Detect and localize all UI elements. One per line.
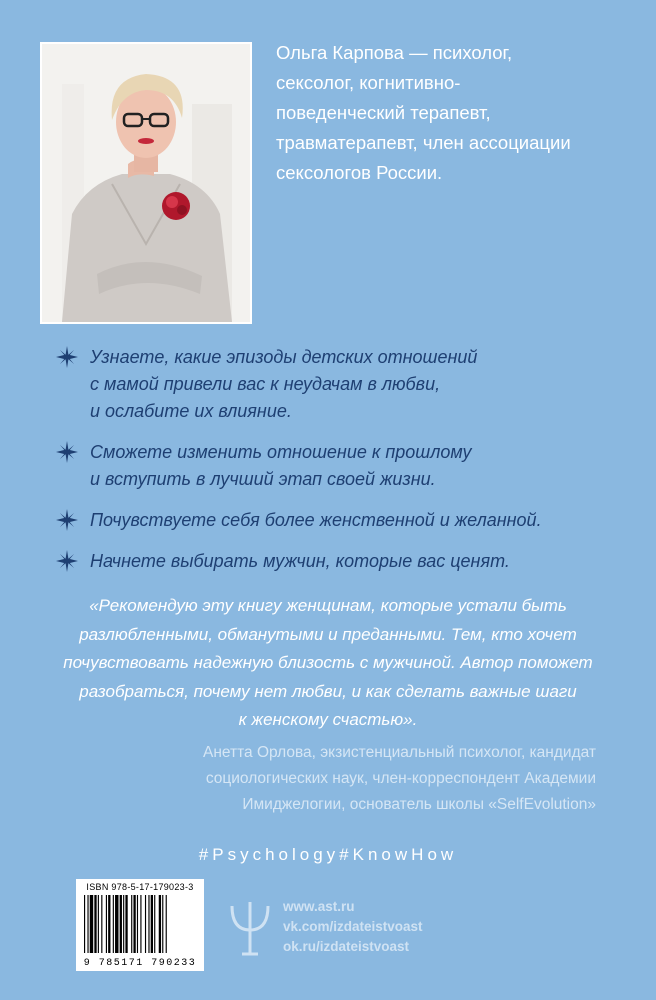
publisher-logo-icon [228, 900, 272, 956]
attribution-line: социологических наук, член-корреспондент Академии [205, 770, 596, 787]
star-icon [56, 441, 78, 463]
benefit-item [56, 548, 616, 575]
benefits-list [56, 344, 616, 589]
benefit-item [56, 507, 616, 534]
publisher-ok-link[interactable]: ok.ru/izdateistvoast [283, 939, 410, 954]
bio-line: сексологов России. [276, 162, 443, 183]
bio-line: травматерапевт, член ассоциации [276, 132, 571, 153]
star-icon [56, 346, 78, 368]
publisher-links [283, 897, 423, 957]
quote-line: разлюбленными, обманутыми и преданными. Тем, кто хочет [79, 624, 577, 644]
author-photo [40, 42, 252, 324]
quote-line: «Рекомендую эту книгу женщинам, которые устали быть [89, 596, 567, 615]
isbn-number: ISBN 978-5-17-179023-3 [86, 882, 194, 892]
barcode [76, 879, 204, 971]
star-icon [56, 550, 78, 572]
benefit-text: и вступить в лучший этап своей жизни. [90, 469, 436, 489]
bio-line: поведенческий терапевт, [276, 102, 491, 123]
attribution-line: Имиджелогии, основатель школы «SelfEvolution» [242, 796, 596, 813]
barcode-bars-image [82, 895, 198, 953]
benefit-text: с мамой привели вас к неудачам в любви, [90, 374, 441, 394]
series-hashtag: #Psychology#KnowHow [198, 845, 458, 864]
author-portrait-image [42, 44, 250, 322]
bio-line: сексолог, когнитивно- [276, 72, 461, 93]
publisher-vk-link[interactable]: vk.com/izdateistvoast [283, 919, 423, 934]
quote-line: к женскому счастью». [238, 710, 418, 729]
bio-line: Ольга Карпова — психолог, [276, 42, 513, 63]
attribution-line: Анетта Орлова, экзистенциальный психолог, кандидат [203, 744, 596, 761]
quote-attribution [130, 740, 596, 818]
benefit-item [56, 439, 616, 493]
quote-line: разобраться, почему нет любви, и как сделать важные шаги [79, 681, 577, 701]
publisher-website-link[interactable]: www.ast.ru [283, 899, 355, 914]
benefit-text: и ослабите их влияние. [90, 401, 292, 421]
benefit-text: Почувствуете себя более женственной и желанной. [90, 510, 542, 530]
benefit-text: Сможете изменить отношение к прошлому [90, 442, 472, 462]
quote-line: почувствовать надежную близость с мужчиной. Автор поможет [63, 653, 593, 672]
barcode-number: 9 785171 790233 [83, 958, 197, 969]
benefit-text: Начнете выбирать мужчин, которые вас ценят. [90, 551, 510, 571]
benefit-text: Узнаете, какие эпизоды детских отношений [90, 347, 478, 367]
author-bio [276, 38, 631, 188]
testimonial-quote [30, 592, 626, 735]
benefit-item [56, 344, 616, 425]
star-icon [56, 509, 78, 531]
